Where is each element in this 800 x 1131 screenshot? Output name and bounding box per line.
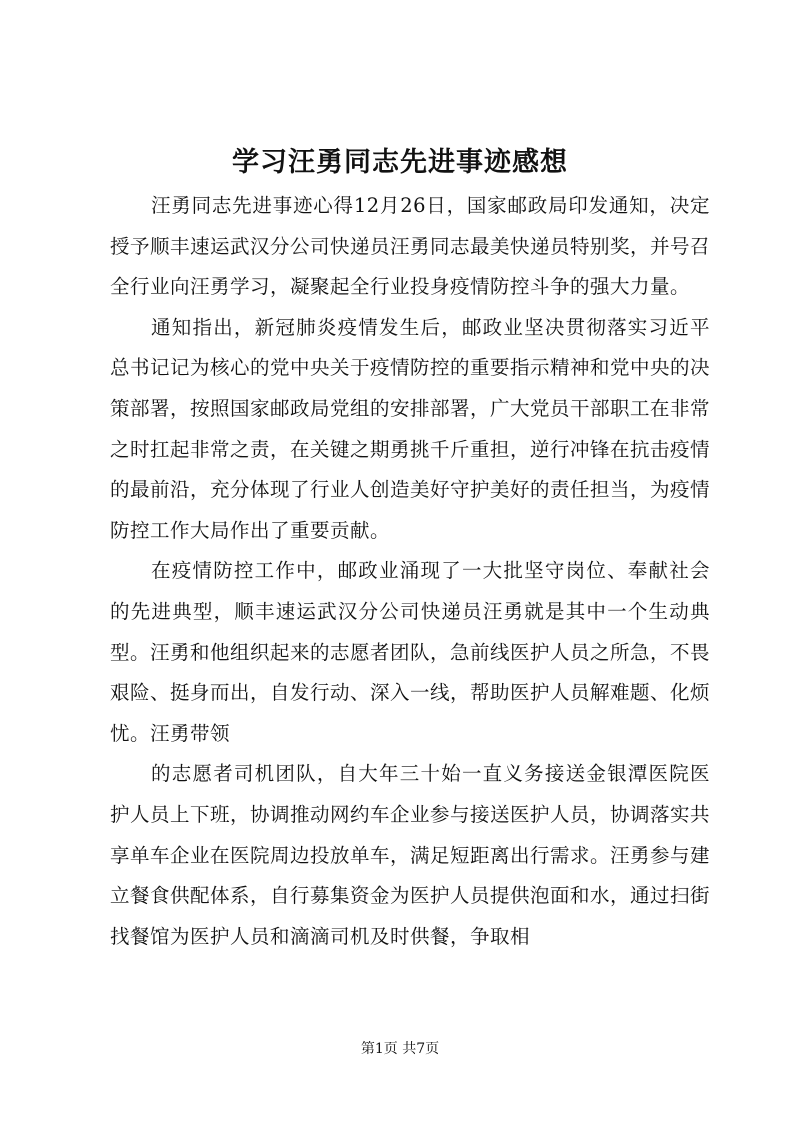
paragraph-2: 通知指出，新冠肺炎疫情发生后，邮政业坚决贯彻落实习近平总书记记为核心的党中央关于疫情防控的重要指示精神和党中央的决策部署，按照国家邮政局党组的安排部署，广大党员干部职工在非常之时扛起非常之责，在关键之期勇挑千斤重担，逆行冲锋在抗击疫情的最前沿，充分体现了行业人创造美好守护美好的责任担当，为疫情防控工作大局作出了重要贡献。: [110, 315, 711, 542]
document-body: [110, 186, 710, 957]
document-title: 学习汪勇同志先进事迹感想: [232, 147, 568, 178]
paragraph-3: 在疫情防控工作中，邮政业涌现了一大批坚守岗位、奉献社会的先进典型，顺丰速运武汉分公司快递员汪勇就是其中一个生动典型。汪勇和他组织起来的志愿者团队，急前线医护人员之所急，不畏艰险、挺身而出，自发行动、深入一线，帮助医护人员解难题、化烦忧。汪勇带领: [110, 559, 711, 745]
paragraph-1: 汪勇同志先进事迹心得12月26日，国家邮政局印发通知，决定授予顺丰速运武汉分公司快递员汪勇同志最美快递员特别奖，并号召全行业向汪勇学习，凝聚起全行业投身疫情防控斗争的强大力量。: [110, 194, 711, 299]
paragraph-4: 的志愿者司机团队，自大年三十始一直义务接送金银潭医院医护人员上下班，协调推动网约车企业参与接送医护人员，协调落实共享单车企业在医院周边投放单车，满足短距离出行需求。汪勇参与建立餐食供配体系，自行募集资金为医护人员提供泡面和水，通过扫街找餐馆为医护人员和滴滴司机及时供餐，争取相: [110, 762, 711, 948]
page-footer: 第1页 共7页: [360, 1041, 440, 1057]
